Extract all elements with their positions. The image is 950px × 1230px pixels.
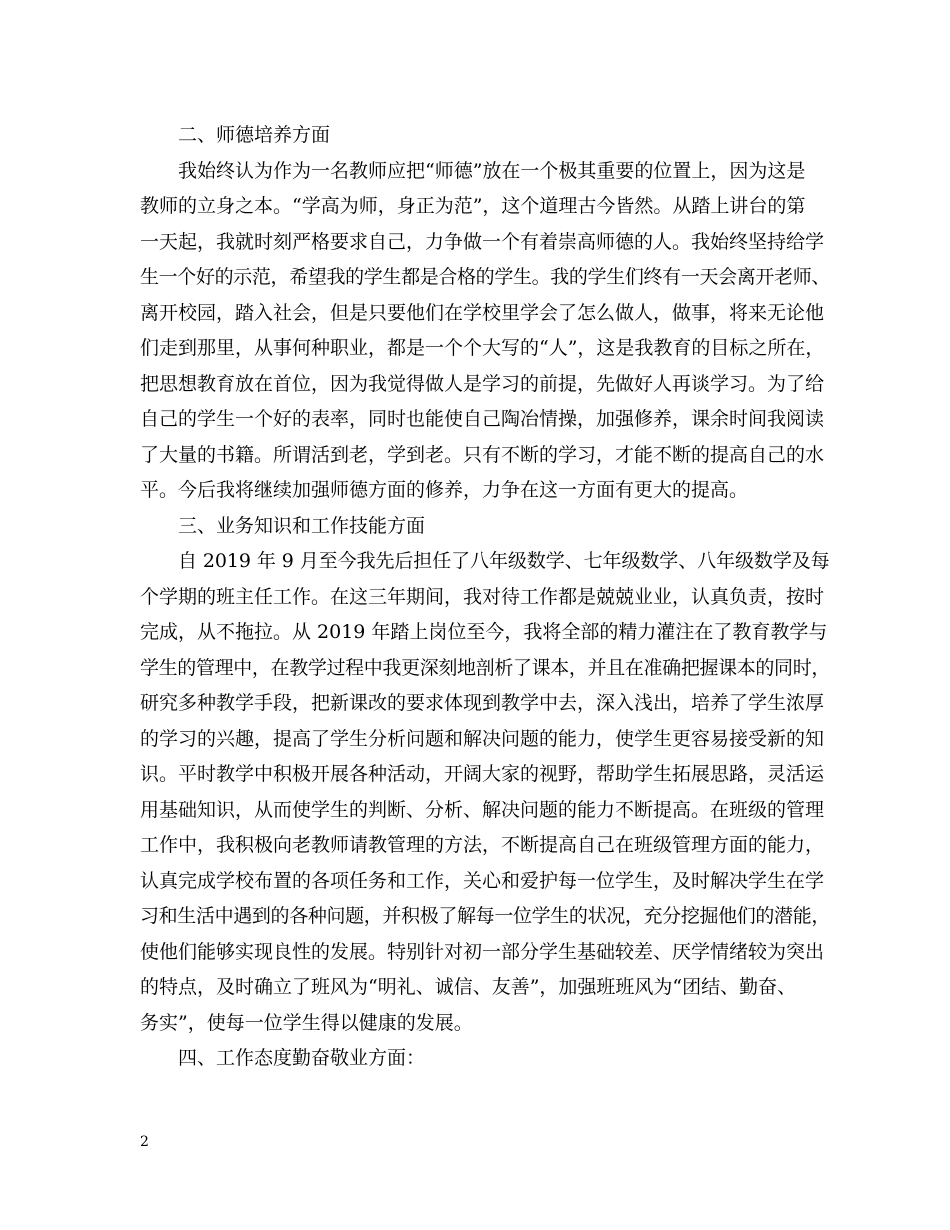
text-line: 把思想教育放在首位，因为我觉得做人是学习的前提，先做好人再谈学习。为了给: [140, 372, 825, 395]
text-line: 完成，从不拖拉。从 2019 年踏上岗位至今，我将全部的精力灌注在了教育教学与: [140, 621, 828, 643]
text-line: 教师的立身之本。“学高为师，身正为范”，这个道理古今皆然。从踏上讲台的第: [140, 195, 806, 217]
text-line: 了大量的书籍。所谓活到老，学到老。只有不断的学习，才能不断的提高自己的水: [140, 443, 825, 466]
text-line: 使他们能够实现良性的发展。特别针对初一部分学生基础较差、厌学情绪较为突出: [140, 940, 825, 963]
text-line: 认真完成学校布置的各项任务和工作，关心和爱护每一位学生，及时解决学生在学: [140, 869, 825, 892]
text-line: 务实”，使每一位学生得以健康的发展。: [140, 1011, 473, 1034]
page-number: 2: [140, 1134, 149, 1150]
text-line: 研究多种教学手段，把新课改的要求体现到教学中去，深入浅出，培养了学生浓厚: [140, 692, 825, 714]
text-line: 自 2019 年 9 月至今我先后担任了八年级数学、七年级数学、八年级数学及每: [178, 550, 830, 572]
text-line: 们走到那里，从事何种职业，都是一个个大写的“人”，这是我教育的目标之所在，: [140, 337, 825, 359]
text-line: 工作中，我积极向老教师请教管理的方法，不断提高自己在班级管理方面的能力，: [140, 834, 825, 856]
text-line: 的学习的兴趣，提高了学生分析问题和解决问题的能力，使学生更容易接受新的知: [140, 727, 825, 750]
text-line: 平。今后我将继续加强师德方面的修养，力争在这一方面有更大的提高。: [140, 479, 749, 501]
text-line: 识。平时教学中积极开展各种活动，开阔大家的视野，帮助学生拓展思路，灵活运: [140, 763, 825, 785]
text-line: 习和生活中遇到的各种问题，并积极了解每一位学生的状况，充分挖掘他们的潜能，: [140, 905, 831, 927]
text-line: 用基础知识，从而使学生的判断、分析、解决问题的能力不断提高。在班级的管理: [140, 798, 825, 821]
text-line: 个学期的班主任工作。在这三年期间，我对待工作都是兢兢业业，认真负责，按时: [140, 585, 825, 608]
text-line: 三、业务知识和工作技能方面: [178, 514, 426, 537]
text-line: 离开校园，踏入社会，但是只要他们在学校里学会了怎么做人，做事，将来无论他: [140, 301, 825, 324]
body-text: [140, 118, 830, 1077]
text-line: 的特点，及时确立了班风为“明礼、诚信、友善”，加强班班风为“团结、勤奋、: [140, 976, 797, 998]
text-line: 学生的管理中，在教学过程中我更深刻地剖析了课本，并且在准确把握课本的同时，: [140, 656, 831, 679]
text-line: 二、师德培养方面: [178, 124, 331, 146]
text-line: 我始终认为作为一名教师应把“师德”放在一个极其重要的位置上，因为这是: [178, 159, 806, 182]
text-line: 一天起，我就时刻严格要求自己，力争做一个有着崇高师德的人。我始终坚持给学: [140, 230, 825, 253]
text-line: 生一个好的示范，希望我的学生都是合格的学生。我的学生们终有一天会离开老师、: [140, 266, 831, 288]
text-line: 四、工作态度勤奋敬业方面：: [178, 1047, 426, 1069]
text-line: 自己的学生一个好的表率，同时也能使自己陶冶情操，加强修养，课余时间我阅读: [140, 408, 825, 430]
